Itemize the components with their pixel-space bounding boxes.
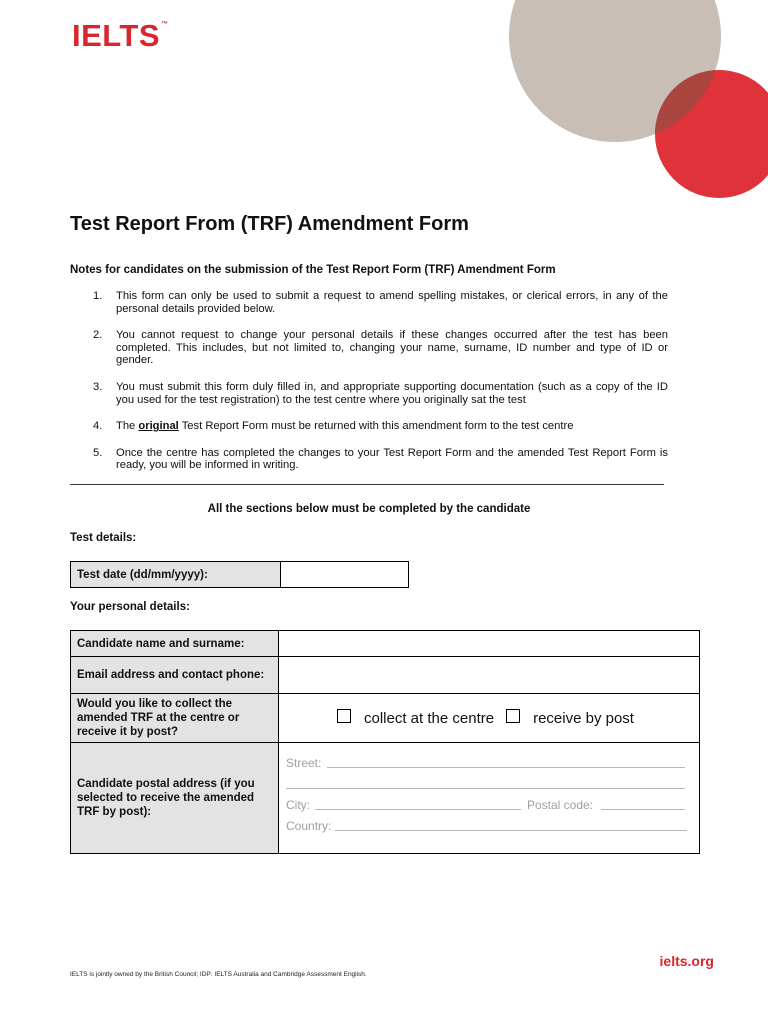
note-text: You must submit this form duly filled in, and appropriate supporting documentation (such as a copy of the ID you used for the test registration) to the test centre where you originally sat the test [116, 380, 668, 406]
city-label: City: [286, 798, 310, 812]
all-sections-notice: All the sections below must be completed by the candidate [207, 503, 531, 515]
collection-method-options [285, 710, 693, 727]
test-date-field[interactable] [281, 562, 409, 588]
note-number: 5. [93, 446, 103, 459]
note-item-2 [70, 329, 668, 367]
notes-list [70, 290, 668, 472]
postal-code-label: Postal code: [527, 798, 594, 812]
test-date-label: Test date (dd/mm/yyyy): [71, 562, 281, 588]
street-field[interactable] [327, 767, 685, 768]
note-number: 2. [93, 329, 103, 342]
note-text-suffix: Test Report Form must be returned with this amendment form to the test centre [178, 420, 574, 433]
note-item-5 [70, 447, 668, 472]
note-item-3 [70, 381, 668, 406]
test-details-table [70, 561, 409, 588]
postal-code-field[interactable] [601, 809, 685, 810]
note-text: You cannot request to change your personal details if these changes occurred after the test has been completed. This includes, but not limited to, changing your name, surname, ID number and type of ID or gender. [116, 329, 668, 367]
postal-address-fields [285, 743, 693, 853]
receive-by-post-label: receive by post [533, 709, 634, 727]
note-item-4 [70, 420, 668, 433]
collect-at-centre-label: collect at the centre [364, 709, 495, 727]
country-label: Country: [286, 819, 332, 833]
collect-at-centre-checkbox[interactable] [337, 709, 351, 723]
test-details-heading: Test details: [70, 532, 137, 544]
note-number: 4. [93, 420, 103, 433]
ielts-website-link[interactable]: ielts.org [659, 953, 714, 969]
street-field-line-2[interactable] [286, 788, 685, 789]
candidate-name-field[interactable] [279, 631, 700, 657]
note-item-1 [70, 290, 668, 315]
page-title: Test Report From (TRF) Amendment Form [70, 213, 469, 235]
candidate-name-label: Candidate name and surname: [71, 631, 279, 657]
note-emphasis-original: original [138, 420, 179, 433]
note-text: This form can only be used to submit a request to amend spelling mistakes, or clerical errors, in any of the personal details provided below. [116, 290, 668, 315]
email-phone-field[interactable] [279, 657, 700, 694]
notes-heading: Notes for candidates on the submission of the Test Report Form (TRF) Amendment Form [70, 264, 556, 276]
trademark-symbol: ™ [161, 21, 169, 28]
receive-by-post-checkbox[interactable] [506, 709, 520, 723]
section-divider [70, 484, 664, 485]
country-field[interactable] [335, 830, 687, 831]
collection-method-label: Would you like to collect the amended TRF at the centre or receive it by post? [71, 694, 279, 743]
decorative-circle-overlap [655, 70, 768, 198]
postal-address-cell [279, 743, 700, 854]
note-text: Once the centre has completed the changes to your Test Report Form and the amended Test Report Form is ready, you will be informed in writing. [116, 446, 668, 472]
ownership-footnote: IELTS is jointly owned by the British Council; IDP: IELTS Australia and Cambridge Assessment English. [70, 971, 367, 978]
street-label: Street: [286, 756, 322, 770]
ielts-logo [72, 18, 169, 54]
note-number: 1. [93, 290, 103, 302]
collection-method-cell [279, 694, 700, 743]
postal-address-label: Candidate postal address (if you selected to receive the amended TRF by post): [71, 743, 279, 854]
email-phone-label: Email address and contact phone: [71, 657, 279, 694]
city-field[interactable] [315, 809, 521, 810]
logo-text: IELTS [72, 18, 161, 53]
note-text-prefix: The [116, 420, 139, 433]
personal-details-heading: Your personal details: [70, 601, 190, 613]
note-number: 3. [93, 380, 103, 393]
personal-details-table [70, 630, 700, 854]
